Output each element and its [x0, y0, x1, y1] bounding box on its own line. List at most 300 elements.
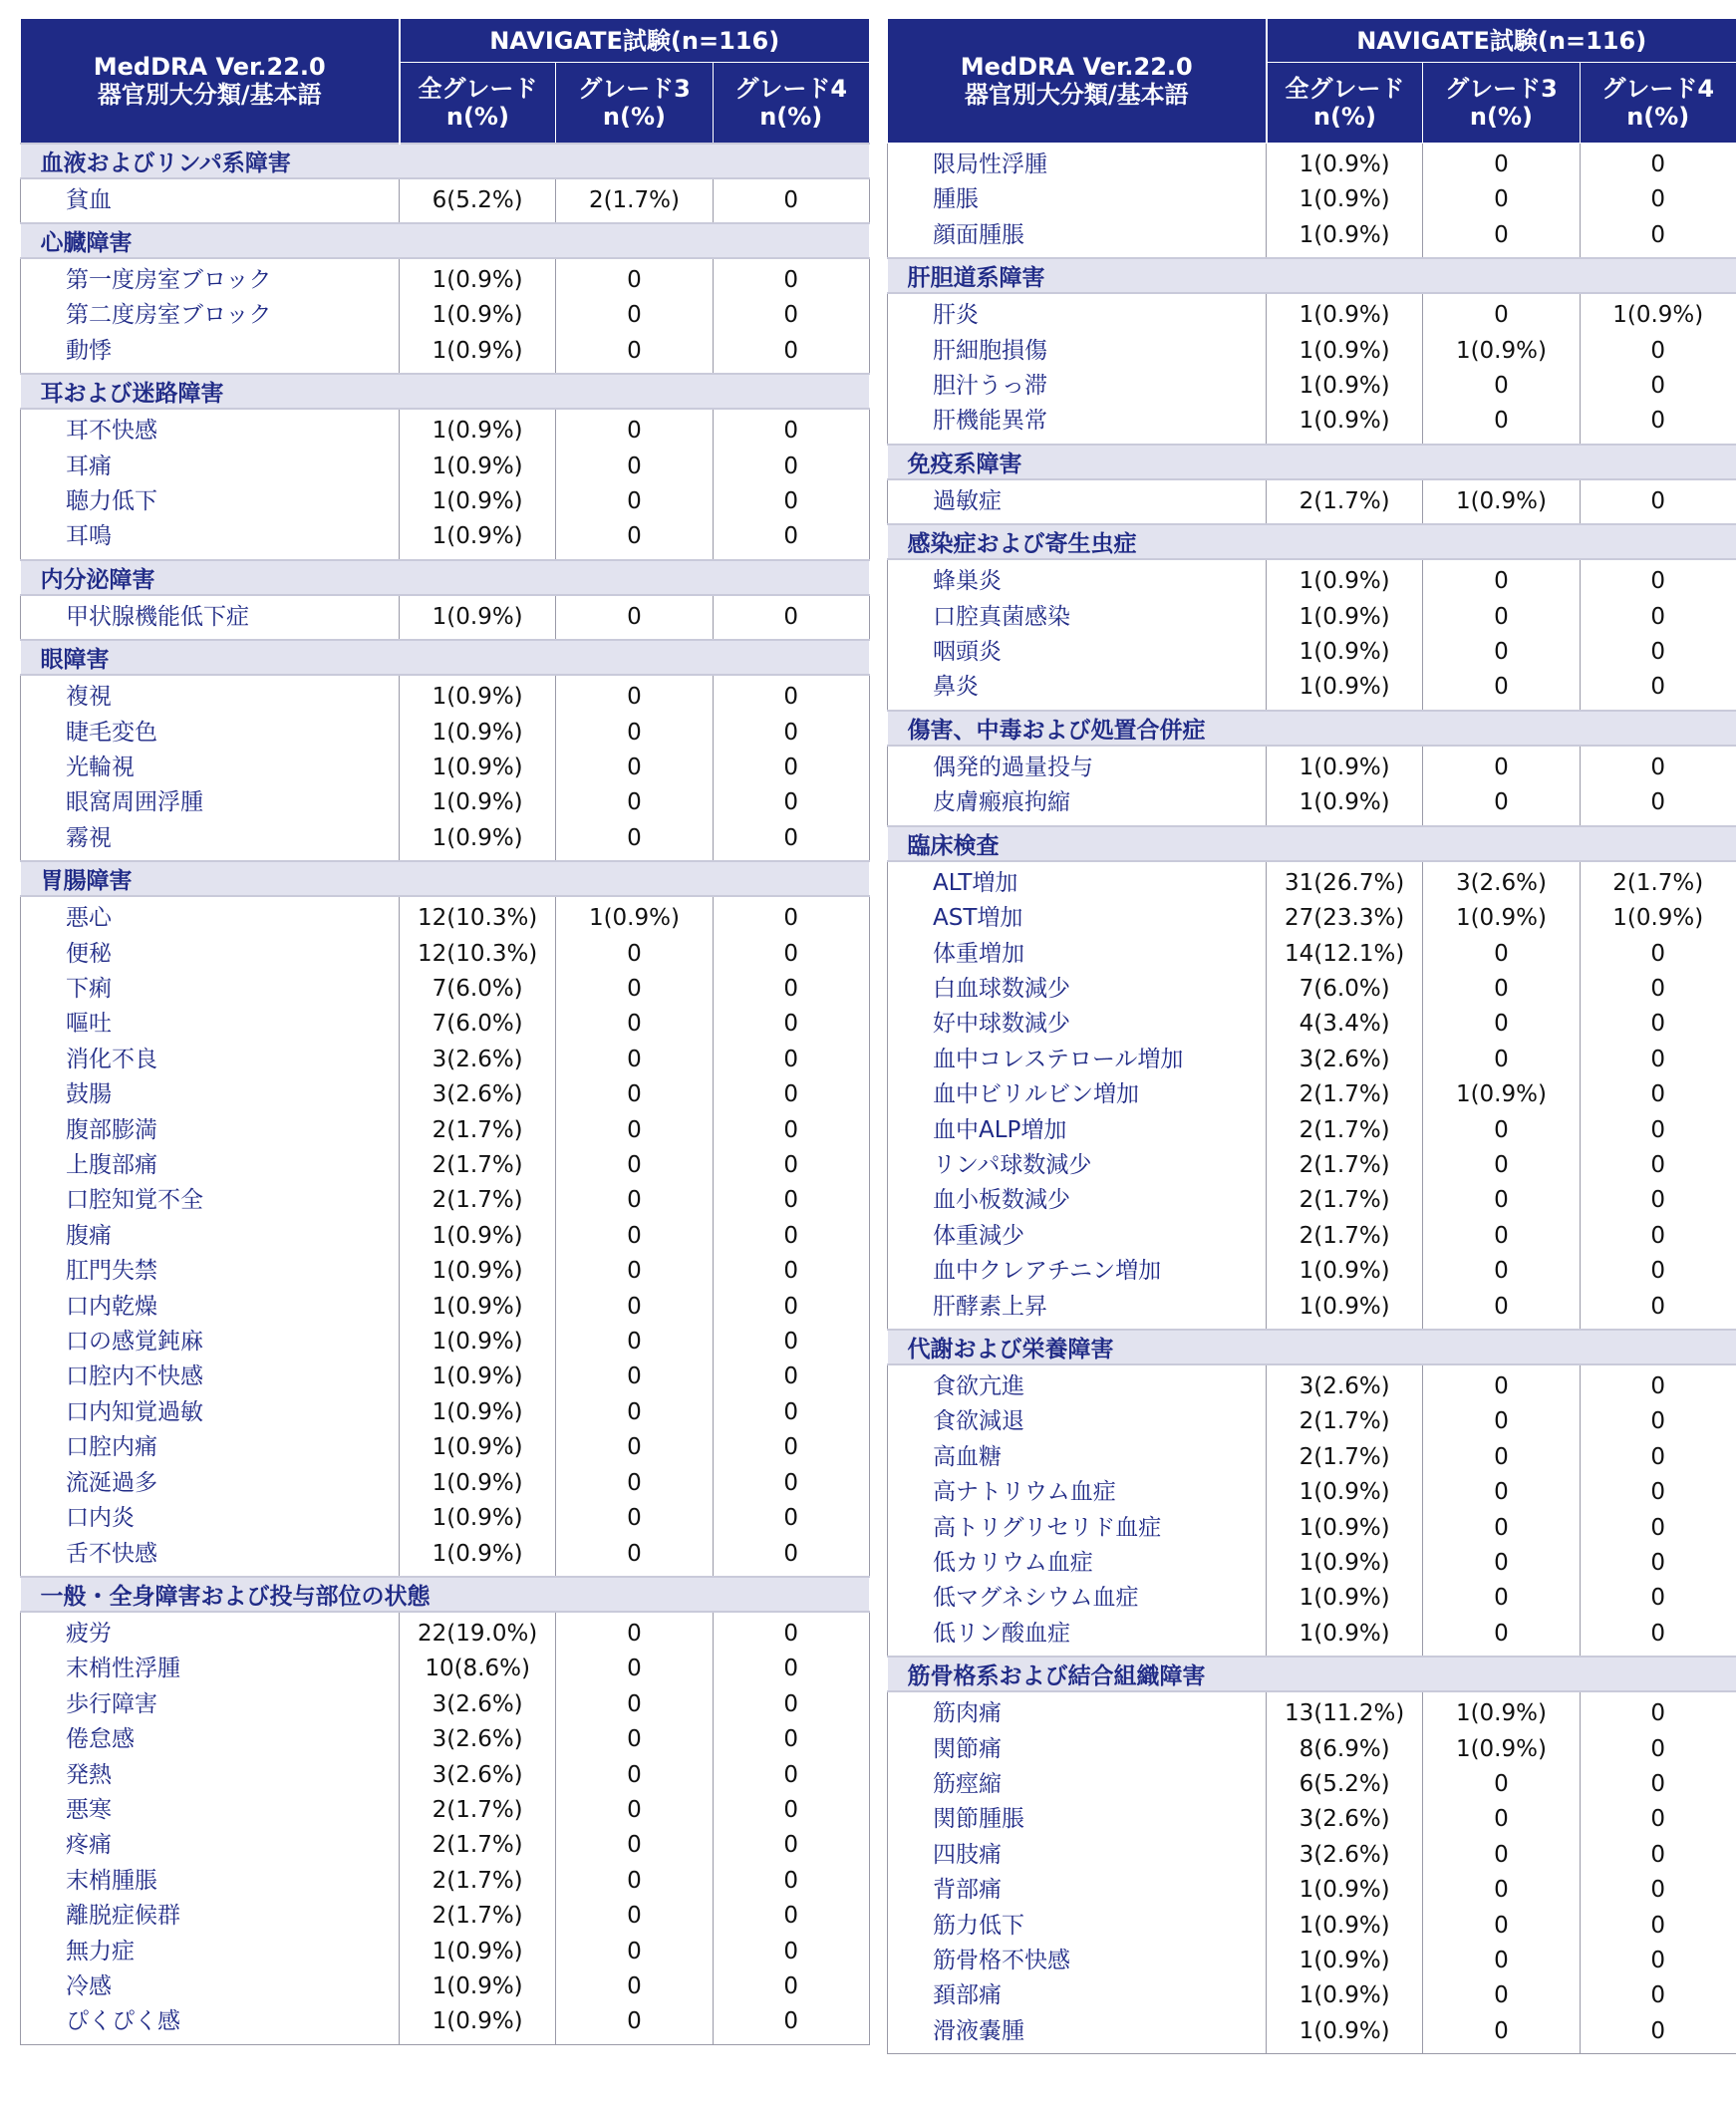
grade3-value: 0: [1423, 1802, 1580, 1837]
table-row: [888, 1691, 1736, 1731]
grade4-value: 0: [713, 1395, 869, 1430]
table-row: [21, 519, 870, 559]
grade4-value: 0: [713, 1325, 869, 1359]
grade3-value: 1(0.9%): [1423, 901, 1580, 936]
all-grade-value: 12(10.3%): [400, 896, 556, 936]
table-row: [21, 972, 870, 1007]
grade4-value: 0: [713, 1612, 869, 1652]
grade4-value: 0: [1580, 1219, 1736, 1254]
preferred-term: 食欲亢進: [888, 1364, 1267, 1404]
all-grade-value: 2(1.7%): [400, 1793, 556, 1828]
grade3-value: 0: [1423, 972, 1580, 1007]
left-table-column: [20, 18, 869, 2045]
all-grade-value: 1(0.9%): [1267, 600, 1423, 635]
grade3-value: 0: [556, 716, 713, 751]
grade4-value: 2(1.7%): [1580, 861, 1736, 901]
table-row: [888, 1732, 1736, 1767]
table-row: [888, 1404, 1736, 1439]
all-grade-value: 2(1.7%): [1267, 1148, 1423, 1183]
grade3-value: 1(0.9%): [1423, 334, 1580, 369]
all-grade-value: 4(3.4%): [1267, 1007, 1423, 1042]
all-grade-value: 1(0.9%): [1267, 182, 1423, 217]
grade4-value: 0: [1580, 1077, 1736, 1112]
table-row: [888, 937, 1736, 972]
all-grade-value: 7(6.0%): [400, 972, 556, 1007]
table-row: [888, 1475, 1736, 1510]
grade3-value: 0: [556, 1466, 713, 1501]
preferred-term: 肝機能異常: [888, 404, 1267, 444]
grade4-value: 0: [713, 334, 869, 374]
all-grade-value: 2(1.7%): [400, 1899, 556, 1934]
grade3-value: 0: [556, 519, 713, 559]
preferred-term: 睫毛変色: [21, 716, 400, 751]
all-grade-value: 14(12.1%): [1267, 937, 1423, 972]
grade4-value: 0: [713, 1043, 869, 1077]
table-row: [888, 1007, 1736, 1042]
all-grade-value: 6(5.2%): [1267, 1767, 1423, 1802]
grade3-header: グレード3 n(%): [556, 63, 713, 144]
grade4-value: 0: [713, 1722, 869, 1757]
grade4-value: 0: [713, 1828, 869, 1863]
preferred-term: 低リン酸血症: [888, 1617, 1267, 1657]
table-row: [888, 1838, 1736, 1873]
table-row: [21, 716, 870, 751]
all-grade-value: 3(2.6%): [1267, 1043, 1423, 1077]
all-grade-value: 1(0.9%): [400, 298, 556, 333]
grade4-value: 0: [1580, 1873, 1736, 1908]
preferred-term: 筋痙縮: [888, 1767, 1267, 1802]
grade3-value: 0: [556, 1935, 713, 1969]
all-grade-value: 3(2.6%): [400, 1687, 556, 1722]
preferred-term: 肝細胞損傷: [888, 334, 1267, 369]
table-row: [21, 1113, 870, 1148]
all-grade-value: 1(0.9%): [1267, 1546, 1423, 1581]
grade3-value: 0: [1423, 670, 1580, 710]
preferred-term: 口内知覚過敏: [21, 1395, 400, 1430]
table-row: [888, 1873, 1736, 1908]
all-grade-value: 1(0.9%): [400, 751, 556, 785]
table-row: [21, 298, 870, 333]
grade3-value: 0: [556, 2004, 713, 2044]
preferred-term: 光輪視: [21, 751, 400, 785]
meddra-header: [21, 19, 400, 144]
all-grade-value: 1(0.9%): [400, 1395, 556, 1430]
grade4-value: 0: [713, 2004, 869, 2044]
table-row: [888, 182, 1736, 217]
grade4-value: 0: [713, 785, 869, 820]
right-table-column: [887, 18, 1736, 2054]
grade3-value: 0: [1423, 1838, 1580, 1873]
all-grade-value: 1(0.9%): [1267, 1290, 1423, 1330]
all-grade-value: 2(1.7%): [1267, 479, 1423, 524]
grade4-value: 0: [1580, 1691, 1736, 1731]
preferred-term: ぴくぴく感: [21, 2004, 400, 2044]
table-row: [888, 1254, 1736, 1289]
category-label: 血液およびリンパ系障害: [21, 144, 870, 178]
preferred-term: 滑液嚢腫: [888, 2014, 1267, 2054]
grade3-value: 0: [1423, 1290, 1580, 1330]
grade3-value: 0: [1423, 1440, 1580, 1475]
preferred-term: 疲労: [21, 1612, 400, 1652]
preferred-term: 低カリウム血症: [888, 1546, 1267, 1581]
grade3-value: 0: [1423, 1873, 1580, 1908]
category-row: [888, 524, 1736, 559]
all-grade-value: 1(0.9%): [1267, 218, 1423, 258]
preferred-term: 高トリグリセリド血症: [888, 1511, 1267, 1546]
grade4-value: 0: [713, 595, 869, 640]
preferred-term: 下痢: [21, 972, 400, 1007]
grade4-value: 0: [1580, 937, 1736, 972]
grade3-value: 0: [556, 1899, 713, 1934]
grade3-value: 0: [556, 1254, 713, 1289]
table-row: [21, 821, 870, 861]
grade3-value: 0: [1423, 1007, 1580, 1042]
grade3-value: 0: [1423, 559, 1580, 599]
grade4-value: 0: [713, 972, 869, 1007]
table-row: [21, 1828, 870, 1863]
table-row: [21, 1537, 870, 1577]
grade4-value: 0: [713, 937, 869, 972]
grade4-value: 0: [1580, 1838, 1736, 1873]
all-grade-value: 1(0.9%): [400, 334, 556, 374]
grade4-value: 0: [713, 821, 869, 861]
all-grade-value: 1(0.9%): [1267, 334, 1423, 369]
table-row: [21, 751, 870, 785]
all-grade-value: 1(0.9%): [400, 785, 556, 820]
all-grade-value: 1(0.9%): [400, 409, 556, 449]
preferred-term: 血小板数減少: [888, 1183, 1267, 1218]
category-row: [888, 1657, 1736, 1691]
grade3-value: 0: [556, 1183, 713, 1218]
grade4-value: 0: [1580, 334, 1736, 369]
grade4-value: 0: [713, 1466, 869, 1501]
grade3-value: 0: [556, 1430, 713, 1465]
grade3-value: 0: [1423, 746, 1580, 785]
grade4-value: 0: [713, 1969, 869, 2004]
all-grade-value: 2(1.7%): [400, 1864, 556, 1899]
grade3-value: 0: [1423, 369, 1580, 404]
preferred-term: 口腔知覚不全: [21, 1183, 400, 1218]
grade3-value: 0: [1423, 1944, 1580, 1978]
table-row: [888, 369, 1736, 404]
grade3-value: 0: [1423, 1581, 1580, 1616]
table-row: [21, 2004, 870, 2044]
preferred-term: 動悸: [21, 334, 400, 374]
preferred-term: 過敏症: [888, 479, 1267, 524]
preferred-term: 偶発的過量投与: [888, 746, 1267, 785]
table-row: [888, 635, 1736, 670]
grade3-value: 0: [556, 1793, 713, 1828]
grade3-value: 0: [1423, 1475, 1580, 1510]
all-grade-value: 1(0.9%): [1267, 635, 1423, 670]
table-row: [21, 1183, 870, 1218]
grade4-value: 0: [713, 1183, 869, 1218]
table-row: [888, 1802, 1736, 1837]
grade3-value: 0: [1423, 1148, 1580, 1183]
grade3-value: 0: [556, 1537, 713, 1577]
grade4-value: 0: [713, 450, 869, 484]
grade3-value: 0: [1423, 144, 1580, 183]
table-row: [888, 1043, 1736, 1077]
table-row: [888, 901, 1736, 936]
grade4-value: 0: [1580, 635, 1736, 670]
grade4-value: 0: [713, 1290, 869, 1325]
table-row: [888, 334, 1736, 369]
preferred-term: 無力症: [21, 1935, 400, 1969]
grade3-value: 2(1.7%): [556, 178, 713, 223]
preferred-term: 腫脹: [888, 182, 1267, 217]
preferred-term: 末梢腫脹: [21, 1864, 400, 1899]
preferred-term: 頚部痛: [888, 1978, 1267, 2013]
grade3-value: 0: [1423, 1546, 1580, 1581]
all-grade-value: 3(2.6%): [400, 1077, 556, 1112]
grade3-value: 0: [1423, 404, 1580, 444]
grade4-value: 0: [1580, 1254, 1736, 1289]
table-row: [21, 1969, 870, 2004]
preferred-term: 第一度房室ブロック: [21, 258, 400, 298]
grade4-value: 1(0.9%): [1580, 901, 1736, 936]
grade4-value: 0: [713, 1652, 869, 1686]
grade3-value: 0: [556, 484, 713, 519]
grade3-value: 0: [556, 1148, 713, 1183]
preferred-term: 筋肉痛: [888, 1691, 1267, 1731]
table-row: [888, 218, 1736, 258]
grade4-value: 0: [1580, 1404, 1736, 1439]
grade3-value: 0: [1423, 218, 1580, 258]
table-row: [888, 293, 1736, 333]
preferred-term: 上腹部痛: [21, 1148, 400, 1183]
grade4-value: 0: [1580, 1475, 1736, 1510]
all-grade-value: 2(1.7%): [1267, 1404, 1423, 1439]
preferred-term: 肛門失禁: [21, 1254, 400, 1289]
category-row: [21, 223, 870, 258]
all-grade-value: 1(0.9%): [400, 258, 556, 298]
all-grade-value: 3(2.6%): [1267, 1838, 1423, 1873]
category-row: [888, 258, 1736, 293]
preferred-term: 耳鳴: [21, 519, 400, 559]
grade3-value: 0: [556, 751, 713, 785]
grade3-value: 0: [1423, 1404, 1580, 1439]
grade4-value: 0: [713, 1758, 869, 1793]
all-grade-value: 1(0.9%): [400, 595, 556, 640]
all-grade-value: 1(0.9%): [1267, 2014, 1423, 2054]
category-row: [21, 640, 870, 675]
table-row: [888, 1978, 1736, 2013]
grade4-value: 0: [1580, 1732, 1736, 1767]
all-grade-value: 1(0.9%): [1267, 1617, 1423, 1657]
all-grade-value: 1(0.9%): [400, 716, 556, 751]
table-row: [888, 1440, 1736, 1475]
table-row: [21, 258, 870, 298]
all-grade-value: 1(0.9%): [400, 1501, 556, 1536]
preferred-term: 第二度房室ブロック: [21, 298, 400, 333]
grade4-value: 0: [1580, 1148, 1736, 1183]
all-grade-value: 1(0.9%): [400, 450, 556, 484]
all-grade-value: 2(1.7%): [1267, 1183, 1423, 1218]
grade4-value: 0: [713, 1537, 869, 1577]
preferred-term: 舌不快感: [21, 1537, 400, 1577]
table-row: [888, 404, 1736, 444]
preferred-term: 複視: [21, 675, 400, 715]
grade3-value: 0: [556, 1113, 713, 1148]
grade4-value: 0: [713, 1793, 869, 1828]
all-grade-value: 3(2.6%): [1267, 1802, 1423, 1837]
grade4-value: 0: [1580, 785, 1736, 825]
preferred-term: 耳不快感: [21, 409, 400, 449]
grade3-value: 0: [556, 1395, 713, 1430]
grade3-value: 0: [556, 258, 713, 298]
all-grade-value: 1(0.9%): [1267, 785, 1423, 825]
all-grade-value: 1(0.9%): [1267, 1978, 1423, 2013]
all-grade-value: 2(1.7%): [1267, 1077, 1423, 1112]
preferred-term: 体重減少: [888, 1219, 1267, 1254]
grade3-value: 0: [556, 334, 713, 374]
preferred-term: 食欲減退: [888, 1404, 1267, 1439]
table-row: [888, 1944, 1736, 1978]
category-label: 筋骨格系および結合組織障害: [888, 1657, 1736, 1691]
grade3-value: 0: [1423, 1219, 1580, 1254]
table-row: [888, 559, 1736, 599]
grade4-value: 0: [1580, 369, 1736, 404]
all-grade-value: 2(1.7%): [400, 1148, 556, 1183]
all-grade-value: 1(0.9%): [400, 675, 556, 715]
preferred-term: 血中ALP増加: [888, 1113, 1267, 1148]
category-label: 耳および迷路障害: [21, 374, 870, 409]
grade4-value: 0: [1580, 479, 1736, 524]
preferred-term: 筋力低下: [888, 1909, 1267, 1944]
all-grade-value: 1(0.9%): [1267, 1873, 1423, 1908]
all-grade-value: 3(2.6%): [1267, 1364, 1423, 1404]
preferred-term: 好中球数減少: [888, 1007, 1267, 1042]
grade4-value: 0: [713, 258, 869, 298]
preferred-term: 肝酵素上昇: [888, 1290, 1267, 1330]
meddra-header: [888, 19, 1267, 144]
grade3-value: 1(0.9%): [1423, 1732, 1580, 1767]
all-grade-value: 22(19.0%): [400, 1612, 556, 1652]
grade3-value: 0: [556, 409, 713, 449]
preferred-term: 血中コレステロール増加: [888, 1043, 1267, 1077]
table-row: [21, 1359, 870, 1394]
preferred-term: 血中ビリルビン増加: [888, 1077, 1267, 1112]
preferred-term: 口腔内不快感: [21, 1359, 400, 1394]
preferred-term: 発熱: [21, 1758, 400, 1793]
grade3-value: 0: [556, 1325, 713, 1359]
all-grade-value: 27(23.3%): [1267, 901, 1423, 936]
preferred-term: 霧視: [21, 821, 400, 861]
grade4-value: 0: [1580, 1113, 1736, 1148]
grade3-value: 0: [556, 1612, 713, 1652]
preferred-term: 腹部膨満: [21, 1113, 400, 1148]
table-row: [21, 1758, 870, 1793]
all-grade-value: 31(26.7%): [1267, 861, 1423, 901]
all-grade-value: 1(0.9%): [400, 484, 556, 519]
grade4-value: 0: [713, 484, 869, 519]
preferred-term: 嘔吐: [21, 1007, 400, 1042]
grade4-value: 0: [1580, 1767, 1736, 1802]
grade4-value: 0: [1580, 1440, 1736, 1475]
table-row: [21, 1466, 870, 1501]
grade4-value: 0: [713, 1899, 869, 1934]
grade3-value: 1(0.9%): [1423, 1077, 1580, 1112]
grade3-value: 0: [1423, 635, 1580, 670]
category-row: [888, 445, 1736, 479]
all-grade-value: 1(0.9%): [400, 519, 556, 559]
preferred-term: 皮膚瘢痕拘縮: [888, 785, 1267, 825]
all-grade-value: 1(0.9%): [1267, 369, 1423, 404]
preferred-term: 悪心: [21, 896, 400, 936]
preferred-term: 流涎過多: [21, 1466, 400, 1501]
adverse-events-table-left: [20, 18, 870, 2045]
all-grade-value: 1(0.9%): [400, 2004, 556, 2044]
category-label: 眼障害: [21, 640, 870, 675]
grade3-value: 0: [1423, 600, 1580, 635]
all-grade-value: 10(8.6%): [400, 1652, 556, 1686]
all-grade-value: 1(0.9%): [1267, 746, 1423, 785]
grade4-value: 0: [1580, 1909, 1736, 1944]
preferred-term: 口の感覚鈍麻: [21, 1325, 400, 1359]
preferred-term: 顔面腫脹: [888, 218, 1267, 258]
table-row: [21, 1077, 870, 1112]
table-row: [888, 479, 1736, 524]
all-grade-value: 2(1.7%): [1267, 1219, 1423, 1254]
grade4-value: 0: [1580, 1978, 1736, 2013]
table-row: [21, 178, 870, 223]
all-grade-value: 1(0.9%): [400, 1466, 556, 1501]
all-grade-value: 1(0.9%): [400, 1537, 556, 1577]
grade3-value: 0: [556, 972, 713, 1007]
grade3-value: 0: [556, 821, 713, 861]
grade3-value: 0: [556, 1007, 713, 1042]
category-row: [21, 144, 870, 178]
preferred-term: 肝炎: [888, 293, 1267, 333]
preferred-term: 体重増加: [888, 937, 1267, 972]
grade4-value: 0: [713, 675, 869, 715]
grade3-value: 0: [1423, 1113, 1580, 1148]
table-row: [21, 1148, 870, 1183]
grade4-value: 0: [1580, 218, 1736, 258]
preferred-term: 冷感: [21, 1969, 400, 2004]
preferred-term: 貧血: [21, 178, 400, 223]
table-row: [888, 2014, 1736, 2054]
preferred-term: 眼窩周囲浮腫: [21, 785, 400, 820]
all-grade-value: 1(0.9%): [1267, 144, 1423, 183]
preferred-term: 口内乾燥: [21, 1290, 400, 1325]
grade3-value: 0: [556, 1501, 713, 1536]
grade4-value: 0: [1580, 144, 1736, 183]
all-grade-header: 全グレード n(%): [400, 63, 556, 144]
preferred-term: 甲状腺機能低下症: [21, 595, 400, 640]
grade4-value: 0: [1580, 404, 1736, 444]
grade4-value: 0: [713, 1148, 869, 1183]
preferred-term: 筋骨格不快感: [888, 1944, 1267, 1978]
grade4-value: 0: [1580, 1617, 1736, 1657]
all-grade-value: 1(0.9%): [1267, 670, 1423, 710]
all-grade-value: 3(2.6%): [400, 1043, 556, 1077]
all-grade-value: 2(1.7%): [400, 1113, 556, 1148]
table-row: [888, 1077, 1736, 1112]
grade4-header: グレード4 n(%): [713, 63, 869, 144]
category-label: 傷害、中毒および処置合併症: [888, 711, 1736, 746]
category-label: 一般・全身障害および投与部位の状態: [21, 1577, 870, 1612]
preferred-term: 蜂巣炎: [888, 559, 1267, 599]
table-row: [21, 896, 870, 936]
grade3-value: 0: [556, 1077, 713, 1112]
grade3-value: 0: [1423, 1767, 1580, 1802]
table-row: [888, 144, 1736, 183]
all-grade-value: 3(2.6%): [400, 1722, 556, 1757]
preferred-term: 口腔内痛: [21, 1430, 400, 1465]
all-grade-value: 1(0.9%): [1267, 1581, 1423, 1616]
